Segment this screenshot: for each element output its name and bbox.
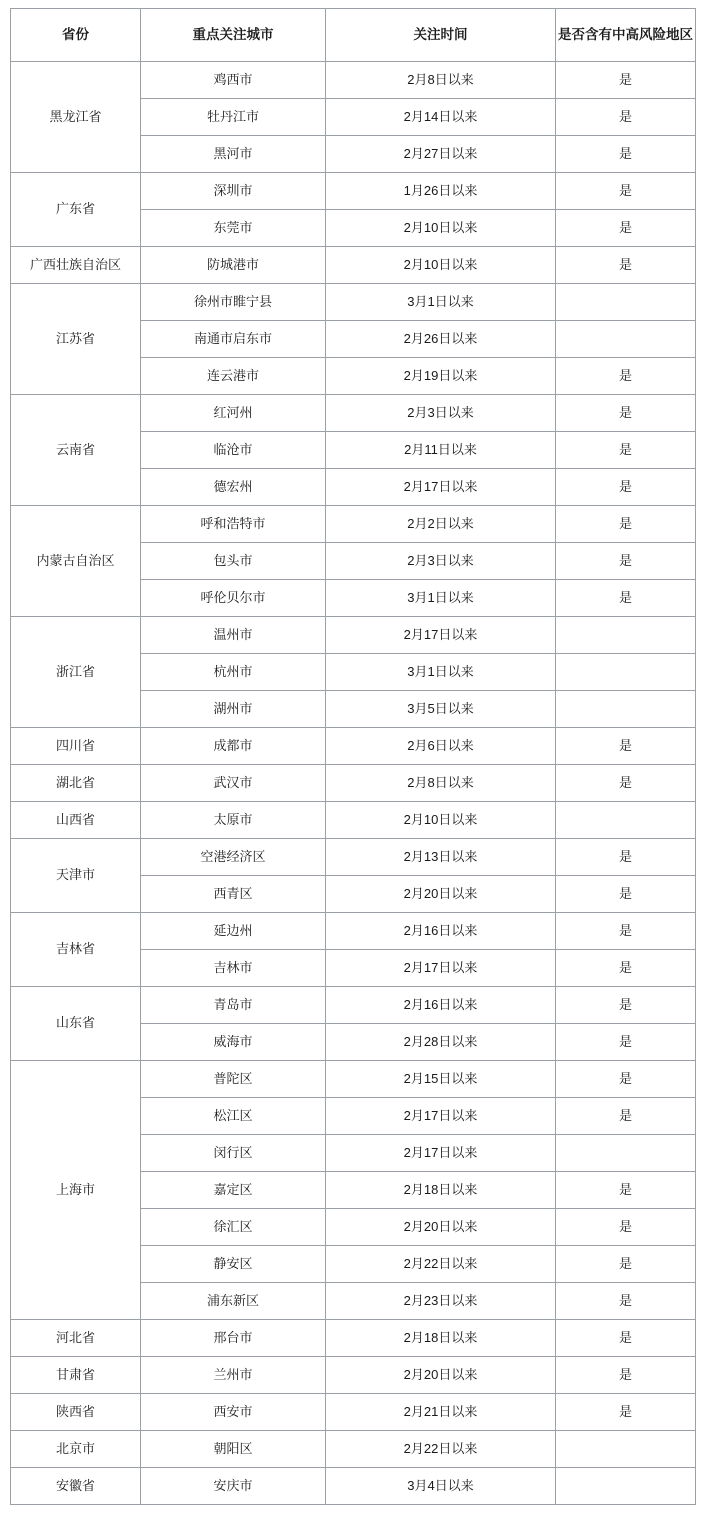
cell-province: 广东省 — [11, 173, 141, 247]
cell-time: 2月11日以来 — [326, 432, 556, 469]
cell-time: 2月26日以来 — [326, 321, 556, 358]
cell-risk: 是 — [556, 1061, 696, 1098]
cell-province: 广西壮族自治区 — [11, 247, 141, 284]
table-row — [11, 728, 696, 765]
cell-city: 防城港市 — [141, 247, 326, 284]
cell-city: 德宏州 — [141, 469, 326, 506]
cell-time: 2月17日以来 — [326, 950, 556, 987]
cell-risk: 是 — [556, 506, 696, 543]
cell-city: 邢台市 — [141, 1320, 326, 1357]
cell-risk: 是 — [556, 432, 696, 469]
cell-city: 徐汇区 — [141, 1209, 326, 1246]
cell-risk: 是 — [556, 913, 696, 950]
cell-city: 徐州市睢宁县 — [141, 284, 326, 321]
cell-city: 连云港市 — [141, 358, 326, 395]
table-header — [11, 9, 696, 62]
cell-time: 2月20日以来 — [326, 876, 556, 913]
cell-risk: 是 — [556, 247, 696, 284]
cell-time: 2月21日以来 — [326, 1394, 556, 1431]
cell-time: 3月1日以来 — [326, 580, 556, 617]
cell-province: 山东省 — [11, 987, 141, 1061]
cell-province: 云南省 — [11, 395, 141, 506]
cell-risk — [556, 321, 696, 358]
cell-city: 西安市 — [141, 1394, 326, 1431]
cell-city: 延边州 — [141, 913, 326, 950]
cell-risk: 是 — [556, 1320, 696, 1357]
cell-risk — [556, 691, 696, 728]
cell-risk: 是 — [556, 358, 696, 395]
table-row — [11, 62, 696, 99]
cell-city: 东莞市 — [141, 210, 326, 247]
cell-city: 朝阳区 — [141, 1431, 326, 1468]
cell-risk: 是 — [556, 395, 696, 432]
cell-time: 2月3日以来 — [326, 543, 556, 580]
cell-city: 普陀区 — [141, 1061, 326, 1098]
cell-time: 2月13日以来 — [326, 839, 556, 876]
cell-risk — [556, 1135, 696, 1172]
cell-time: 2月8日以来 — [326, 765, 556, 802]
cell-city: 太原市 — [141, 802, 326, 839]
cell-province: 吉林省 — [11, 913, 141, 987]
cell-time: 2月17日以来 — [326, 617, 556, 654]
cell-risk: 是 — [556, 99, 696, 136]
cell-time: 2月10日以来 — [326, 802, 556, 839]
table-row — [11, 802, 696, 839]
risk-area-table — [10, 8, 696, 1505]
cell-time: 2月22日以来 — [326, 1431, 556, 1468]
cell-province: 天津市 — [11, 839, 141, 913]
cell-time: 2月10日以来 — [326, 247, 556, 284]
cell-city: 杭州市 — [141, 654, 326, 691]
cell-risk — [556, 802, 696, 839]
cell-risk — [556, 284, 696, 321]
cell-time: 2月22日以来 — [326, 1246, 556, 1283]
cell-time: 3月1日以来 — [326, 654, 556, 691]
cell-risk: 是 — [556, 173, 696, 210]
cell-time: 2月17日以来 — [326, 1135, 556, 1172]
table-row — [11, 617, 696, 654]
cell-time: 2月23日以来 — [326, 1283, 556, 1320]
cell-city: 西青区 — [141, 876, 326, 913]
cell-province: 黑龙江省 — [11, 62, 141, 173]
cell-risk: 是 — [556, 62, 696, 99]
cell-time: 2月17日以来 — [326, 469, 556, 506]
table-body — [11, 62, 696, 1505]
table-row — [11, 1357, 696, 1394]
table-row — [11, 1468, 696, 1505]
cell-risk: 是 — [556, 728, 696, 765]
cell-time: 2月14日以来 — [326, 99, 556, 136]
table-row — [11, 506, 696, 543]
cell-city: 牡丹江市 — [141, 99, 326, 136]
cell-city: 湖州市 — [141, 691, 326, 728]
cell-city: 黑河市 — [141, 136, 326, 173]
cell-province: 浙江省 — [11, 617, 141, 728]
column-header-risk: 是否含有中高风险地区 — [556, 9, 696, 62]
cell-city: 临沧市 — [141, 432, 326, 469]
cell-risk — [556, 1431, 696, 1468]
cell-city: 松江区 — [141, 1098, 326, 1135]
cell-city: 包头市 — [141, 543, 326, 580]
cell-city: 呼和浩特市 — [141, 506, 326, 543]
cell-time: 2月2日以来 — [326, 506, 556, 543]
cell-risk: 是 — [556, 1209, 696, 1246]
cell-risk: 是 — [556, 1246, 696, 1283]
cell-time: 3月5日以来 — [326, 691, 556, 728]
cell-city: 呼伦贝尔市 — [141, 580, 326, 617]
cell-time: 1月26日以来 — [326, 173, 556, 210]
cell-province: 河北省 — [11, 1320, 141, 1357]
cell-time: 2月20日以来 — [326, 1357, 556, 1394]
cell-city: 南通市启东市 — [141, 321, 326, 358]
cell-risk: 是 — [556, 1172, 696, 1209]
cell-city: 兰州市 — [141, 1357, 326, 1394]
cell-city: 鸡西市 — [141, 62, 326, 99]
cell-city: 闵行区 — [141, 1135, 326, 1172]
cell-risk: 是 — [556, 950, 696, 987]
cell-city: 温州市 — [141, 617, 326, 654]
cell-risk: 是 — [556, 765, 696, 802]
cell-risk: 是 — [556, 136, 696, 173]
cell-province: 上海市 — [11, 1061, 141, 1320]
table-row — [11, 395, 696, 432]
cell-city: 浦东新区 — [141, 1283, 326, 1320]
table-row — [11, 913, 696, 950]
cell-time: 2月16日以来 — [326, 987, 556, 1024]
table-row — [11, 1431, 696, 1468]
cell-province: 四川省 — [11, 728, 141, 765]
table-header-row — [11, 9, 696, 62]
table-row — [11, 765, 696, 802]
cell-risk: 是 — [556, 1024, 696, 1061]
cell-city: 成都市 — [141, 728, 326, 765]
cell-time: 2月16日以来 — [326, 913, 556, 950]
cell-risk — [556, 617, 696, 654]
cell-time: 2月27日以来 — [326, 136, 556, 173]
cell-risk: 是 — [556, 210, 696, 247]
cell-time: 3月4日以来 — [326, 1468, 556, 1505]
cell-risk: 是 — [556, 839, 696, 876]
cell-city: 威海市 — [141, 1024, 326, 1061]
cell-risk: 是 — [556, 580, 696, 617]
cell-risk: 是 — [556, 469, 696, 506]
cell-time: 2月18日以来 — [326, 1172, 556, 1209]
cell-risk: 是 — [556, 1394, 696, 1431]
cell-province: 江苏省 — [11, 284, 141, 395]
table-row — [11, 987, 696, 1024]
cell-time: 2月17日以来 — [326, 1098, 556, 1135]
cell-city: 青岛市 — [141, 987, 326, 1024]
table-row — [11, 1061, 696, 1098]
cell-risk: 是 — [556, 543, 696, 580]
table-row — [11, 839, 696, 876]
cell-time: 2月20日以来 — [326, 1209, 556, 1246]
cell-city: 安庆市 — [141, 1468, 326, 1505]
table-row — [11, 284, 696, 321]
cell-time: 2月15日以来 — [326, 1061, 556, 1098]
cell-city: 空港经济区 — [141, 839, 326, 876]
cell-risk: 是 — [556, 876, 696, 913]
table-row — [11, 247, 696, 284]
cell-province: 安徽省 — [11, 1468, 141, 1505]
column-header-time: 关注时间 — [326, 9, 556, 62]
cell-province: 湖北省 — [11, 765, 141, 802]
table-row — [11, 1320, 696, 1357]
cell-risk: 是 — [556, 1098, 696, 1135]
cell-time: 2月3日以来 — [326, 395, 556, 432]
cell-province: 山西省 — [11, 802, 141, 839]
cell-province: 甘肃省 — [11, 1357, 141, 1394]
cell-time: 2月8日以来 — [326, 62, 556, 99]
cell-time: 2月28日以来 — [326, 1024, 556, 1061]
cell-city: 红河州 — [141, 395, 326, 432]
cell-time: 3月1日以来 — [326, 284, 556, 321]
cell-province: 内蒙古自治区 — [11, 506, 141, 617]
cell-risk — [556, 654, 696, 691]
cell-city: 深圳市 — [141, 173, 326, 210]
cell-time: 2月18日以来 — [326, 1320, 556, 1357]
cell-city: 吉林市 — [141, 950, 326, 987]
table-row — [11, 173, 696, 210]
cell-city: 静安区 — [141, 1246, 326, 1283]
cell-risk: 是 — [556, 987, 696, 1024]
cell-province: 北京市 — [11, 1431, 141, 1468]
cell-risk — [556, 1468, 696, 1505]
cell-city: 武汉市 — [141, 765, 326, 802]
cell-city: 嘉定区 — [141, 1172, 326, 1209]
table-row — [11, 1394, 696, 1431]
cell-time: 2月10日以来 — [326, 210, 556, 247]
cell-province: 陕西省 — [11, 1394, 141, 1431]
cell-risk: 是 — [556, 1357, 696, 1394]
column-header-city: 重点关注城市 — [141, 9, 326, 62]
column-header-province: 省份 — [11, 9, 141, 62]
cell-time: 2月6日以来 — [326, 728, 556, 765]
cell-time: 2月19日以来 — [326, 358, 556, 395]
cell-risk: 是 — [556, 1283, 696, 1320]
